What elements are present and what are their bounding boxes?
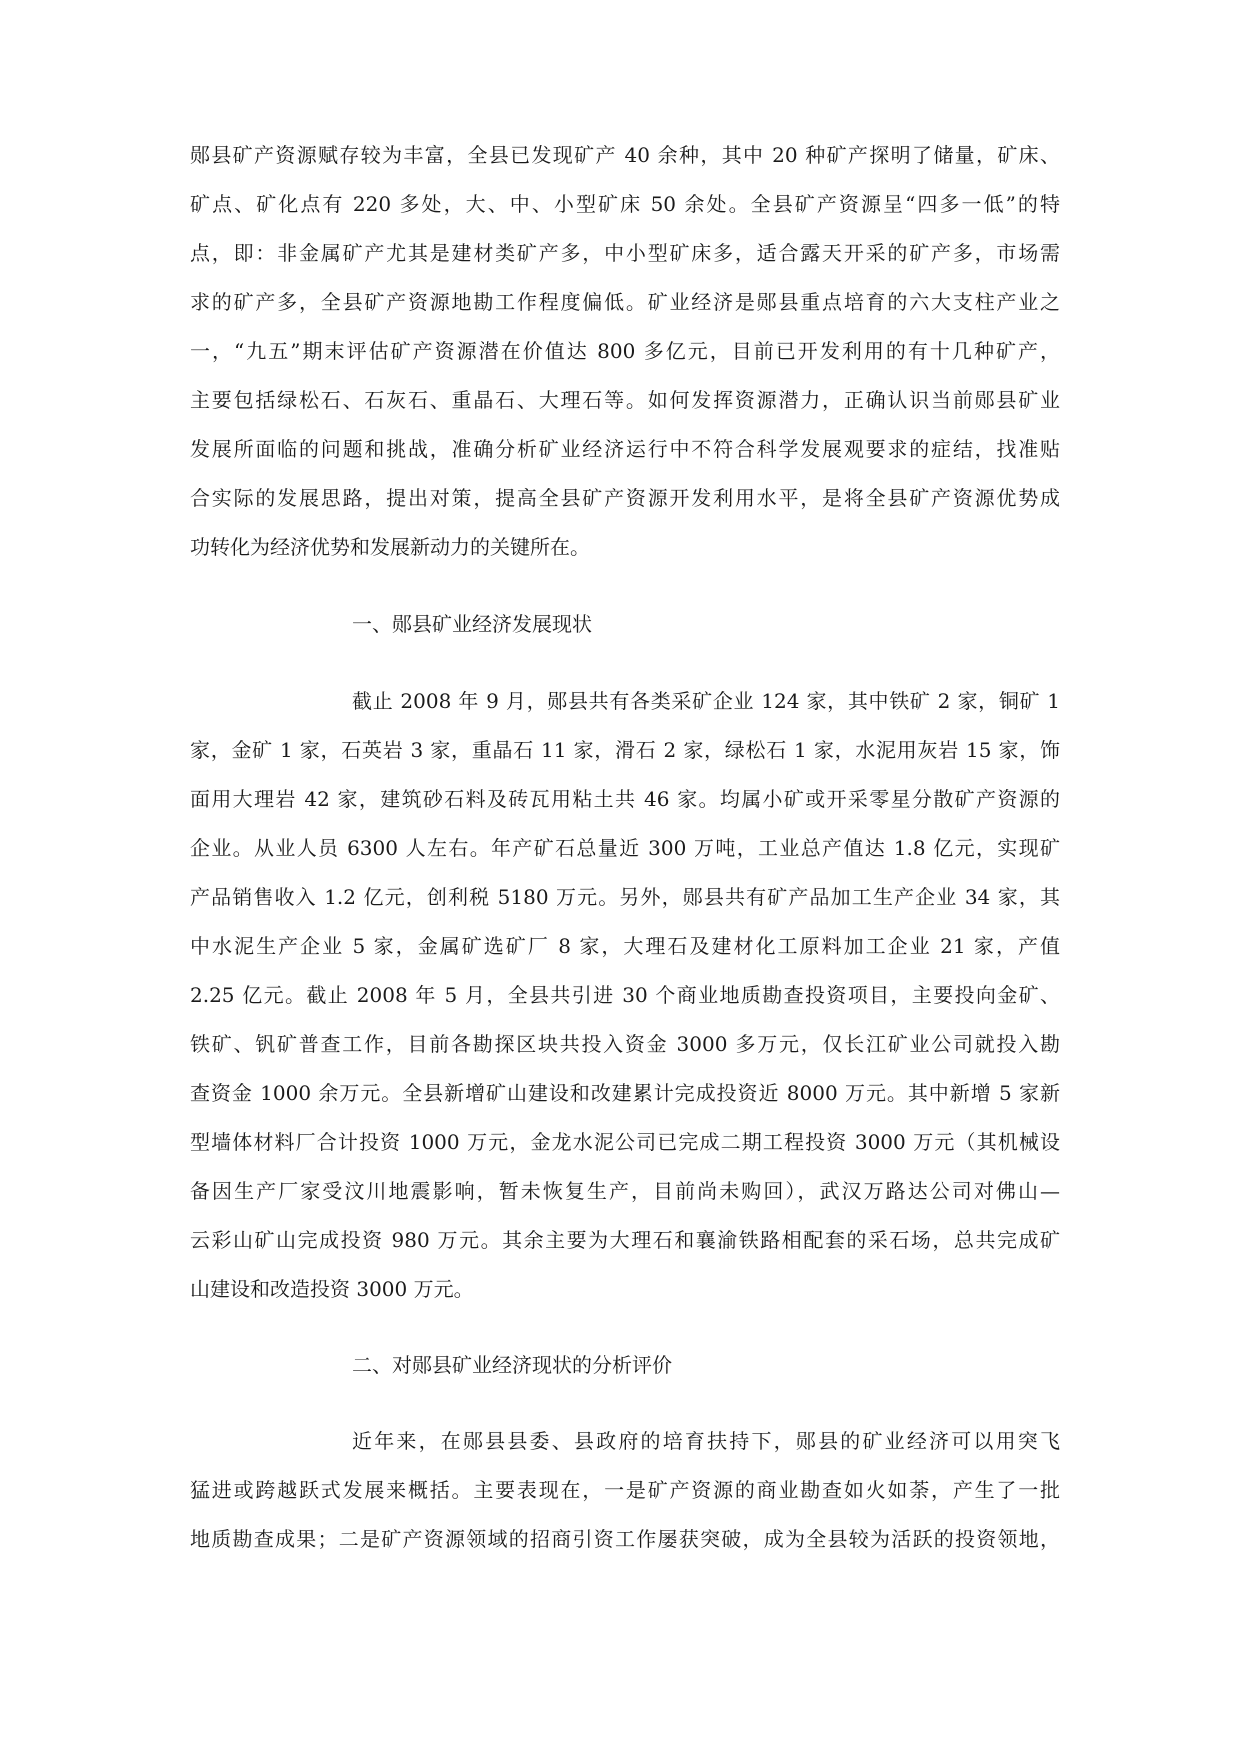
paragraph-line: 猛进或跨越跃式发展来概括。主要表现在，一是矿产资源的商业勘查如火如荼，产生了一批 xyxy=(190,1478,1060,1502)
section-heading-1: 一、郧县矿业经济发展现状 xyxy=(352,612,592,636)
paragraph-line: 查资金 1000 余万元。全县新增矿山建设和改建累计完成投资近 8000 万元。其中新增 5 家新 xyxy=(190,1081,1060,1105)
paragraph-line: 备因生产厂家受汶川地震影响，暂未恢复生产，目前尚未购回），武汉万路达公司对佛山— xyxy=(190,1179,1060,1203)
paragraph-line: 功转化为经济优势和发展新动力的关键所在。 xyxy=(190,535,590,559)
paragraph-line: 一，“九五”期末评估矿产资源潜在价值达 800 多亿元，目前已开发利用的有十几种矿产， xyxy=(190,339,1060,363)
paragraph-line: 发展所面临的问题和挑战，准确分析矿业经济运行中不符合科学发展观要求的症结，找准贴 xyxy=(190,437,1060,461)
paragraph-line: 合实际的发展思路，提出对策，提高全县矿产资源开发利用水平，是将全县矿产资源优势成 xyxy=(190,486,1060,510)
paragraph-line: 家，金矿 1 家，石英岩 3 家，重晶石 11 家，滑石 2 家，绿松石 1 家，水泥用灰岩 15 家，饰 xyxy=(190,738,1060,762)
paragraph-line: 面用大理岩 42 家，建筑砂石料及砖瓦用粘土共 46 家。均属小矿或开采零星分散矿产资源的 xyxy=(190,787,1060,811)
section-heading-2: 二、对郧县矿业经济现状的分析评价 xyxy=(352,1353,672,1377)
paragraph-line: 求的矿产多，全县矿产资源地勘工作程度偏低。矿业经济是郧县重点培育的六大支柱产业之 xyxy=(190,290,1060,314)
paragraph-line: 点，即：非金属矿产尤其是建材类矿产多，中小型矿床多，适合露天开采的矿产多，市场需 xyxy=(190,241,1060,265)
paragraph-line: 2.25 亿元。截止 2008 年 5 月，全县共引进 30 个商业地质勘查投资项目，主要投向金矿、 xyxy=(190,983,1060,1007)
paragraph-line: 矿点、矿化点有 220 多处，大、中、小型矿床 50 余处。全县矿产资源呈“四多一低”的特 xyxy=(190,192,1060,216)
paragraph-line: 云彩山矿山完成投资 980 万元。其余主要为大理石和襄渝铁路相配套的采石场，总共完成矿 xyxy=(190,1228,1060,1252)
paragraph-line: 中水泥生产企业 5 家，金属矿选矿厂 8 家，大理石及建材化工原料加工企业 21 家，产值 xyxy=(190,934,1060,958)
paragraph-line: 铁矿、钒矿普查工作，目前各勘探区块共投入资金 3000 多万元，仅长江矿业公司就投入勘 xyxy=(190,1032,1060,1056)
paragraph-line: 产品销售收入 1.2 亿元，创利税 5180 万元。另外，郧县共有矿产品加工生产企业 34 家，其 xyxy=(190,885,1060,909)
paragraph-line: 近年来，在郧县县委、县政府的培育扶持下，郧县的矿业经济可以用突飞 xyxy=(352,1429,1060,1453)
paragraph-line: 截止 2008 年 9 月，郧县共有各类采矿企业 124 家，其中铁矿 2 家，铜矿 1 xyxy=(352,689,1060,713)
paragraph-line: 主要包括绿松石、石灰石、重晶石、大理石等。如何发挥资源潜力，正确认识当前郧县矿业 xyxy=(190,388,1060,412)
paragraph-line: 型墙体材料厂合计投资 1000 万元，金龙水泥公司已完成二期工程投资 3000 万元（其机械设 xyxy=(190,1130,1060,1154)
paragraph-line: 地质勘查成果；二是矿产资源领域的招商引资工作屡获突破，成为全县较为活跃的投资领地， xyxy=(190,1527,1060,1551)
paragraph-line: 山建设和改造投资 3000 万元。 xyxy=(190,1277,474,1301)
paragraph-line: 郧县矿产资源赋存较为丰富，全县已发现矿产 40 余种，其中 20 种矿产探明了储量，矿床、 xyxy=(190,143,1060,167)
paragraph-line: 企业。从业人员 6300 人左右。年产矿石总量近 300 万吨，工业总产值达 1.8 亿元，实现矿 xyxy=(190,836,1060,860)
